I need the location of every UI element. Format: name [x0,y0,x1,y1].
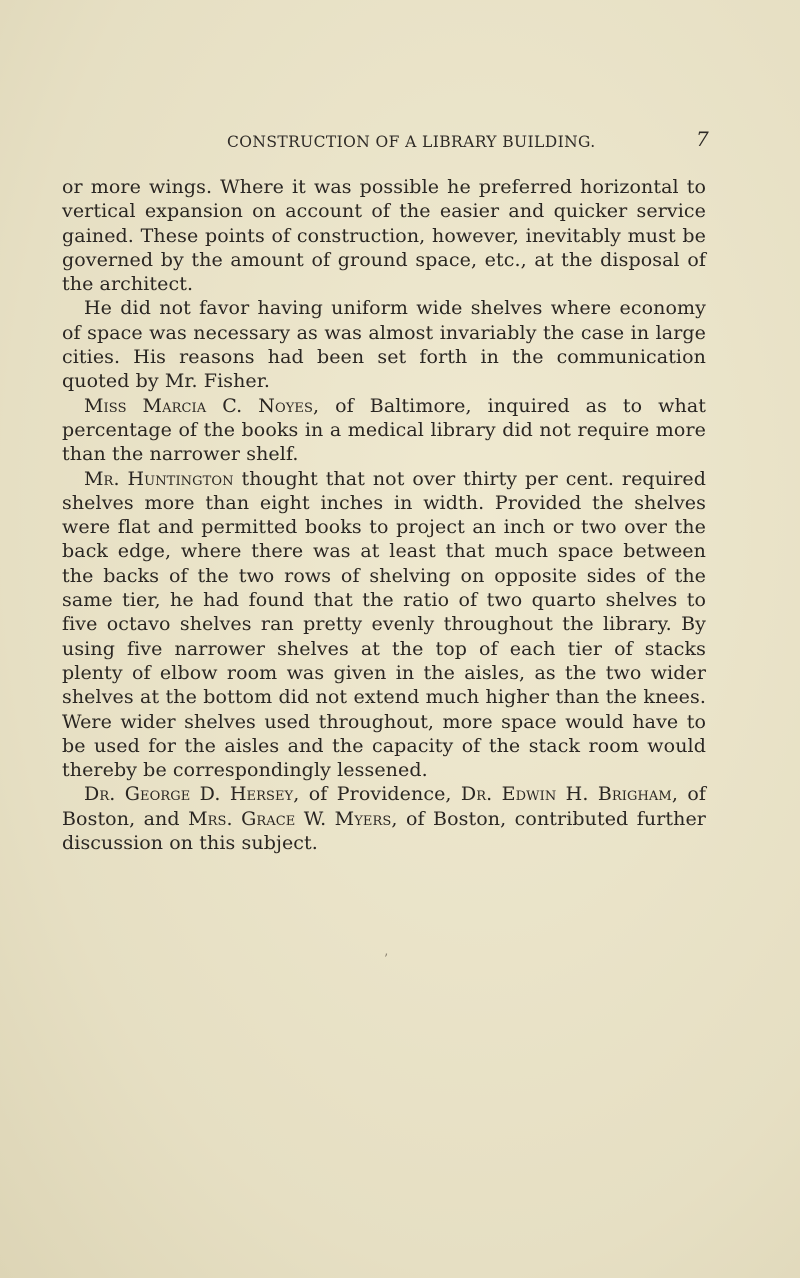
body-text [62,175,706,855]
paragraph-text: , of Boston, and [62,783,707,830]
paragraph-huntington [62,467,706,783]
speaker-name: Dr. George D. Hersey [84,783,294,806]
paragraph-text: or more wings. Where it was possible he preferred horizontal to vertical expansion on account of the easier and quicker service gained. These points of construction, however, inevitably must be governed by the amount of ground space, etc., at the disposal of the architect. [62,176,706,296]
page-number: 7 [696,127,709,151]
paragraph-noyes [62,394,706,467]
paragraph-continuation [62,175,706,296]
speaker-name: Mr. Huntington [84,467,234,490]
speaker-name: Dr. Edwin H. Brigham [460,783,672,806]
paragraph-text: He did not favor having uniform wide shelves where economy of space was necessary as was almost invariably the case in large cities. His reasons had been set forth in the communication quoted by Mr. Fisher. [62,297,706,393]
paragraph-text: , of Baltimore, inquired as to what percentage of the books in a medical library did not require more than the narrower shelf. [62,394,707,466]
ink-speck: ’ [384,952,389,967]
paragraph-shelves [62,296,706,393]
paragraph-discussants [62,782,706,855]
paragraph-text: , of Providence, [293,783,461,806]
speaker-name: Miss Marcia C. Noyes [84,394,314,417]
speaker-name: Mrs. Grace W. Myers [188,807,392,830]
paragraph-text: , of Boston, contributed further discussion on this subject. [62,807,706,855]
running-head: CONSTRUCTION OF A LIBRARY BUILDING. [227,133,596,151]
paragraph-text: thought that not over thirty per cent. required shelves more than eight inches in width. Provided the shelves were flat and permitted books to project an inch or two over the back edge, where there was at least that much space between the backs of the two rows of shelving on opposite sides of the same tier, he had found that the ratio of two quarto shelves to five octavo shelves ran pretty evenly throughout the library. By using five narrower shelves at the top of each tier of stacks plenty of elbow room was given in the aisles, as the two wider shelves at the bottom did not extend much higher than the knees. Were wider shelves used throughout, more space would have to be used for the aisles and the capacity of the stack room would thereby be correspondingly lessened. [62,467,706,782]
